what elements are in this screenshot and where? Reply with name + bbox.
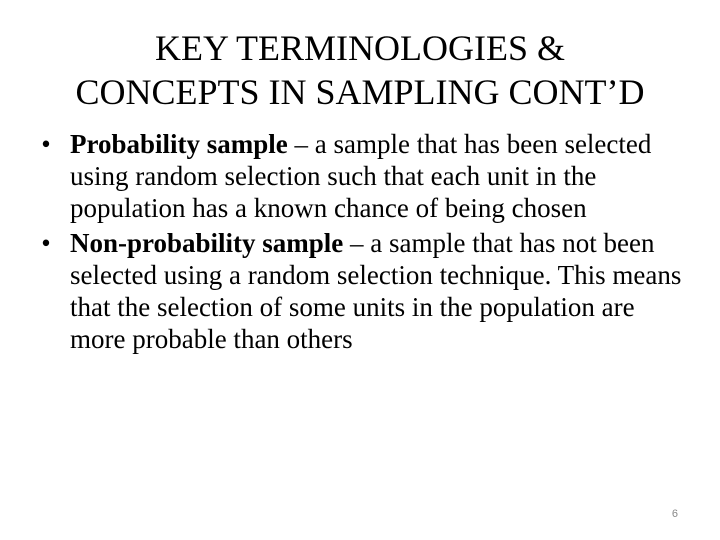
slide-title-line-2: CONCEPTS IN SAMPLING CONT’D (75, 72, 645, 112)
page-number: 6 (671, 508, 678, 520)
term-probability-sample: Probability sample (70, 129, 288, 159)
bullet-non-probability-sample (36, 227, 696, 355)
bullet-marker: • (41, 129, 51, 159)
term-non-probability-sample: Non-probability sample (70, 228, 344, 258)
bullet-probability-sample (36, 128, 696, 224)
bullet-list (36, 128, 696, 358)
bullet-marker: • (41, 228, 51, 258)
slide-title (0, 26, 720, 114)
slide-title-line-1: KEY TERMINOLOGIES & (155, 28, 565, 68)
definition-probability-sample: – a sample that has been selected using random selection such that each unit in the population has a known chance of being chosen (70, 129, 652, 223)
definition-non-probability-sample: – a sample that has not been selected using a random selection technique. This means that the selection of some units in the population are more probable than others (70, 228, 682, 354)
